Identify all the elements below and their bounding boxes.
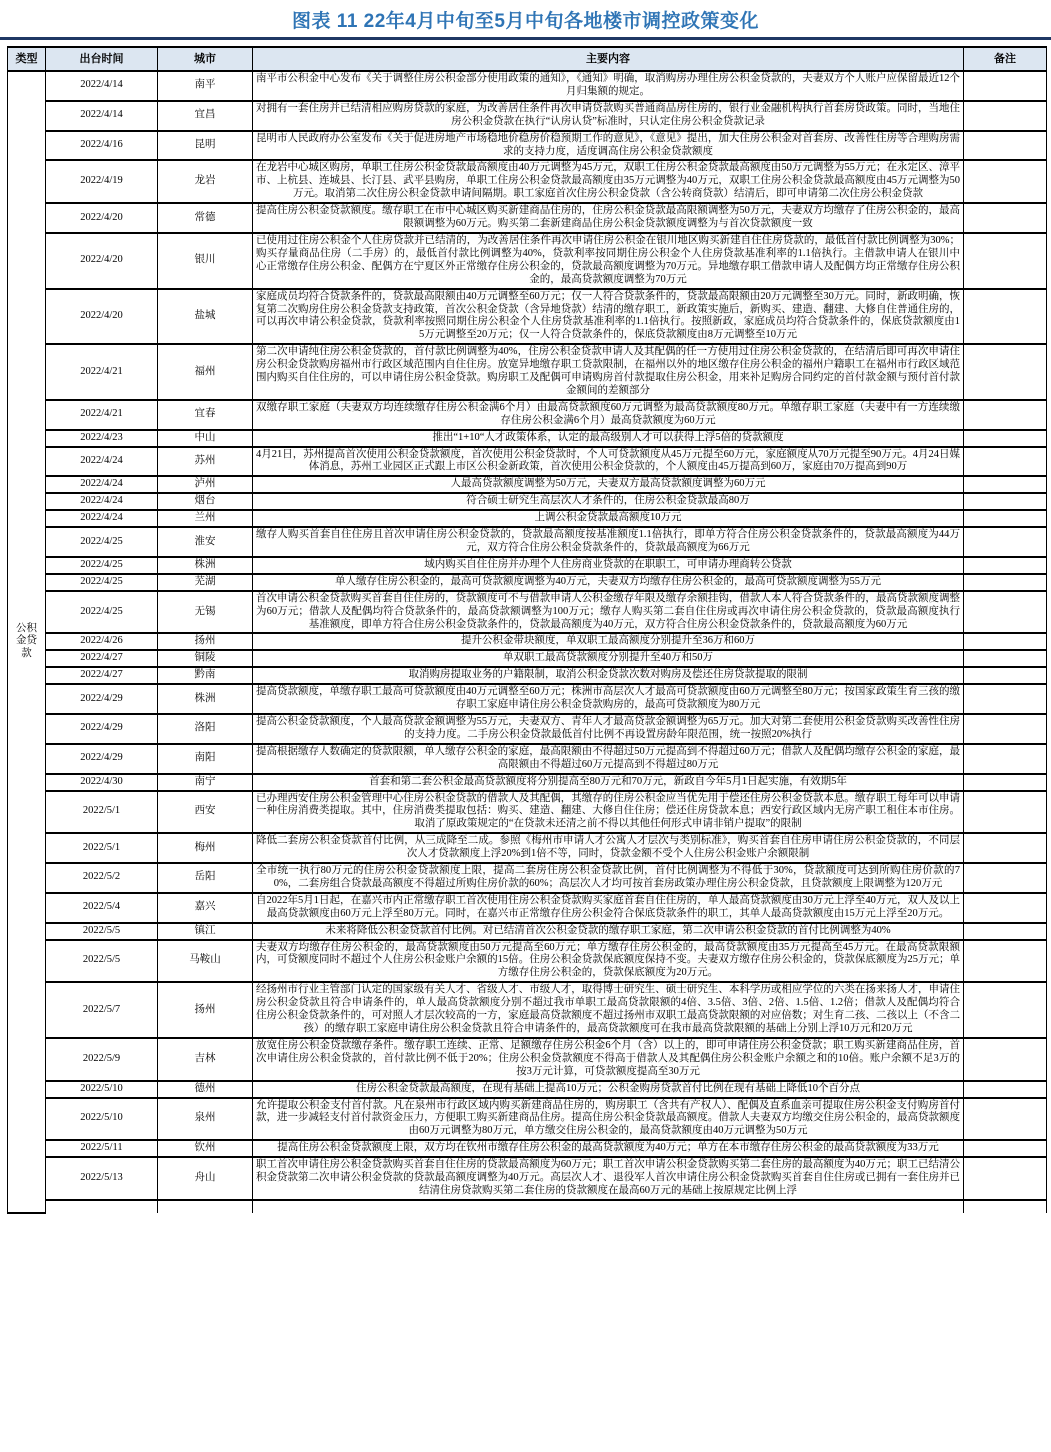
date-cell: 2022/4/27 <box>46 667 158 684</box>
table-row <box>8 344 1047 400</box>
note-cell <box>964 400 1047 430</box>
date-cell: 2022/5/10 <box>46 1098 158 1141</box>
date-cell: 2022/5/5 <box>46 923 158 940</box>
city-cell: 南阳 <box>158 744 253 774</box>
city-cell: 舟山 <box>158 1157 253 1200</box>
header-cell-city: 城市 <box>158 47 253 71</box>
note-cell <box>964 923 1047 940</box>
header-cell-note: 备注 <box>964 47 1047 71</box>
city-cell: 南平 <box>158 71 253 101</box>
note-cell <box>964 893 1047 923</box>
date-cell: 2022/5/11 <box>46 1140 158 1157</box>
date-cell: 2022/4/20 <box>46 233 158 289</box>
table-row <box>8 744 1047 774</box>
date-cell: 2022/4/20 <box>46 203 158 233</box>
city-cell: 无锡 <box>158 591 253 634</box>
content-cell: 双缴存职工家庭（夫妻双方均连续缴存住房公积金满6个月）由最高贷款额度60万元调整为最高贷款额度80万元。单缴存职工家庭（夫妻中有一方连续缴存住房公积金满6个月）最高贷款额度为60万元 <box>253 400 964 430</box>
header-cell-type: 类型 <box>8 47 46 71</box>
date-cell: 2022/4/27 <box>46 650 158 667</box>
note-cell <box>964 557 1047 574</box>
city-cell: 南宁 <box>158 774 253 791</box>
date-cell: 2022/5/10 <box>46 1081 158 1098</box>
table-row <box>8 493 1047 510</box>
content-cell: 首次申请公积金贷款购买首套自住住房的，贷款额度可不与借款申请人公积金缴存年限及缴存余额挂钩，借款人本人符合贷款条件的，最高贷款额度调整为60万元；借款人及配偶均符合贷款条件的，最高贷款额调整为100万元；缴存人购买第二套自住住房或再次申请住房公积金贷款的，贷款最高额度执行基准额度，即单方符合住房公积金贷款条件的，贷款最高额度为40万元，双方符合住房公积金贷款条件的，贷款最高额度为60万元 <box>253 591 964 634</box>
city-cell: 扬州 <box>158 633 253 650</box>
note-cell <box>964 744 1047 774</box>
content-cell: 上调公积金贷款最高额度10万元 <box>253 510 964 527</box>
note-cell <box>964 1157 1047 1200</box>
content-cell: 经扬州市行业主管部门认定的国家级有关人才、省级人才、市级人才，取得博士研究生、硕士研究生、本科学历或相应学位的六类在扬来扬人才，申请住房公积金贷款且符合申请条件的，单人最高贷款额度分别不超过我市单职工最高贷款限额的4倍、3.5倍、3倍、2倍、1.5倍、1.2倍；借款人及配偶均符合住房公积金贷款条件的，可对照人才层次较高的一方，家庭最高贷款额度不超过扬州市双职工最高贷款限额的对应倍数；对生育二孩、二孩以上（不含二孩）的缴存职工家庭申请住房公积金贷款且符合申请条件的，最高贷款额度可在我市最高贷款限额的基础上分别上浮10万元和20万元 <box>253 982 964 1038</box>
date-cell: 2022/4/24 <box>46 476 158 493</box>
date-cell: 2022/4/25 <box>46 527 158 557</box>
table-row <box>8 233 1047 289</box>
note-cell <box>964 430 1047 447</box>
table-row <box>8 1157 1047 1200</box>
table-row <box>8 160 1047 203</box>
content-cell: 允许提取公积金支付首付款。凡在泉州市行政区域内购买新建商品住房的，购房职工（含共有产权人）、配偶及直系血亲可提取住房公积金支付购房首付款，进一步减轻支付首付款资金压力，方便职工购买新建商品住房。提高住房公积金贷款最高额度。借款人夫妻双方均缴交住房公积金的，最高贷款额度由60万元调整为80万元，单方缴交住房公积金的，最高贷款额度由40万元调整为50万元 <box>253 1098 964 1141</box>
city-cell: 株洲 <box>158 684 253 714</box>
date-cell: 2022/4/20 <box>46 289 158 345</box>
table-row <box>8 101 1047 131</box>
city-cell: 常德 <box>158 203 253 233</box>
note-cell <box>964 863 1047 893</box>
city-cell: 烟台 <box>158 493 253 510</box>
note-cell <box>964 527 1047 557</box>
date-cell: 2022/4/29 <box>46 684 158 714</box>
table-row-cutoff <box>8 1200 1047 1213</box>
table-row <box>8 476 1047 493</box>
table-row <box>8 774 1047 791</box>
date-cell: 2022/5/4 <box>46 893 158 923</box>
note-cell <box>964 131 1047 161</box>
note-cell <box>964 667 1047 684</box>
table-row <box>8 982 1047 1038</box>
note-cell <box>964 71 1047 101</box>
content-cell: 提高住房公积金贷款额度上限，双方均在钦州市缴存住房公积金的最高贷款额度为40万元；单方在本市缴存住房公积金的最高贷款额度为33万元 <box>253 1140 964 1157</box>
header-cell-date: 出台时间 <box>46 47 158 71</box>
note-cell <box>964 476 1047 493</box>
table-row <box>8 1098 1047 1141</box>
content-cell: 第二次申请纯住房公积金贷款的，首付款比例调整为40%，住房公积金贷款申请人及其配偶的任一方使用过住房公积金贷款的，在结清后即可再次申请住房公积金贷款购房福州市行政区域范围内自住住房。放宽异地缴存职工贷款限制，在福州以外的地区缴存住房公积金的福州户籍职工在福州市行政区域范围内购买自住住房的，可以申请住房公积金贷款。购房职工及配偶可申请购房首付款提取住房公积金，用来补足购房合同约定的首付款金额与预付首付款金额间的差额部分 <box>253 344 964 400</box>
content-cell: 提升公积金带块额度，单双职工最高额度分别提升至36万和60万 <box>253 633 964 650</box>
content-cell: 未来将降低公积金贷款首付比例。对已结清首次公积金贷款的缴存职工家庭，第二次申请公积金贷款的首付比例调整为40% <box>253 923 964 940</box>
table-row <box>8 863 1047 893</box>
date-cell: 2022/5/1 <box>46 791 158 834</box>
table-row <box>8 940 1047 983</box>
content-cell: 提高根据缴存人数确定的贷款限额，单人缴存公积金的家庭，最高限额由不得超过50万元提高到不得超过60万元；借款人及配偶均缴存公积金的家庭，最高限额由不得超过60万元提高到不得超过80万元 <box>253 744 964 774</box>
content-cell: 降低二套房公积金贷款首付比例，从三成降至二成。参照《梅州市申请人才公寓人才层次与类别标准》，购买首套自住房申请住房公积金贷款的，不同层次人才贷款额度上浮20%到1倍不等，同时，贷款金额不受个人住房公积金账户余额限制 <box>253 833 964 863</box>
table-row <box>8 510 1047 527</box>
content-cell: 取消购房提取业务的户籍限制，取消公积金贷款次数对购房及偿还住房贷款提取的限制 <box>253 667 964 684</box>
note-cell <box>964 791 1047 834</box>
note-cell <box>964 510 1047 527</box>
content-cell: 昆明市人民政府办公室发布《关于促进房地产市场稳地价稳房价稳预期工作的意见》，《意见》提出，加大住房公积金对首套房、改善性住房等合理购房需求的支持力度，适度调高住房公积金贷款额度 <box>253 131 964 161</box>
content-cell: 已办理西安住房公积金管理中心住房公积金贷款的借款人及其配偶，其缴存的住房公积金应当优先用于偿还住房公积金贷款本息。缴存职工每年可以申请一种住房消费类提取。其中，住房消费类提取包括：购买、建造、翻建、大修自住住房；偿还住房贷款本息；西安行政区域内无房产职工租住本市住房。取消了原政策规定的“在贷款未还清之前不得以其他任何形式申请非销户提取”的限制 <box>253 791 964 834</box>
note-cell <box>964 714 1047 744</box>
note-cell <box>964 1140 1047 1157</box>
note-cell <box>964 1200 1047 1213</box>
city-cell: 盐城 <box>158 289 253 345</box>
date-cell: 2022/4/19 <box>46 160 158 203</box>
header-row <box>8 47 1047 71</box>
title-divider <box>0 37 1051 40</box>
table-row <box>8 791 1047 834</box>
header-cell-content: 主要内容 <box>253 47 964 71</box>
table-row <box>8 289 1047 345</box>
table-row <box>8 447 1047 477</box>
city-cell: 苏州 <box>158 447 253 477</box>
content-cell: 南平市公积金中心发布《关于调整住房公积金部分使用政策的通知》，《通知》明确，取消购房办理住房公积金贷款的，夫妻双方个人账户应保留最近12个月归集额的规定。 <box>253 71 964 101</box>
date-cell: 2022/4/21 <box>46 344 158 400</box>
city-cell: 钦州 <box>158 1140 253 1157</box>
content-cell: 全市统一执行80万元的住房公积金贷款额度上限，提高二套房住房公积金贷款比例，首付比例调整为不得低于30%，贷款额度可达到所购住房价款的70%，二套房组合贷款最高额度不得超过所购住房价款的60%；高层次人才均可按首套房政策办理住房公积金贷款，且贷款额度上限调整为120万元 <box>253 863 964 893</box>
table-row <box>8 131 1047 161</box>
note-cell <box>964 160 1047 203</box>
note-cell <box>964 591 1047 634</box>
note-cell <box>964 633 1047 650</box>
city-cell: 嘉兴 <box>158 893 253 923</box>
table-row <box>8 1038 1047 1081</box>
content-cell: 单双职工最高贷款额度分别提升至40万和50万 <box>253 650 964 667</box>
table-row <box>8 430 1047 447</box>
city-cell: 昆明 <box>158 131 253 161</box>
content-cell: 符合硕士研究生高层次人才条件的，住房公积金贷款最高80万 <box>253 493 964 510</box>
city-cell: 泸州 <box>158 476 253 493</box>
city-cell: 银川 <box>158 233 253 289</box>
note-cell <box>964 982 1047 1038</box>
note-cell <box>964 344 1047 400</box>
date-cell: 2022/5/1 <box>46 833 158 863</box>
note-cell <box>964 940 1047 983</box>
table-row <box>8 400 1047 430</box>
city-cell: 兰州 <box>158 510 253 527</box>
content-cell: 提高住房公积金贷款额度。缴存职工在市中心城区购买新建商品住房的，住房公积金贷款最高限额调整为50万元，夫妻双方均缴存了住房公积金的，最高限额调整为60万元。购买第二套新建商品住房公积金贷款额度调整为与首次贷款额度一致 <box>253 203 964 233</box>
table-row <box>8 833 1047 863</box>
city-cell: 扬州 <box>158 982 253 1038</box>
date-cell: 2022/4/25 <box>46 557 158 574</box>
content-cell: 夫妻双方均缴存住房公积金的，最高贷款额度由50万元提高至60万元；单方缴存住房公积金的，最高贷款额度由35万元提高至45万元。在最高贷款限额内，可贷额度同时不超过个人住房公积金账户余额的15倍。住房公积金贷款保底额度保持不变。夫妻双方缴存住房公积金的，贷款保底额度为25万元；单方缴存住房公积金的，贷款保底额度为20万元。 <box>253 940 964 983</box>
date-cell: 2022/5/7 <box>46 982 158 1038</box>
date-cell: 2022/4/29 <box>46 744 158 774</box>
policy-table <box>7 46 1047 1214</box>
content-cell: 自2022年5月1日起，在嘉兴市内正常缴存职工首次使用住房公积金贷款购买家庭首套自住住房的，单人最高贷款额度由30万元上浮至40万元，双人及以上最高贷款额度由60万元上浮至80万元。同时，在嘉兴市正常缴存住房公积金符合保底贷款条件的职工，其单人最高贷款额度由15万元上浮至20万元。 <box>253 893 964 923</box>
table-row <box>8 591 1047 634</box>
city-cell: 福州 <box>158 344 253 400</box>
note-cell <box>964 1038 1047 1081</box>
table-row <box>8 667 1047 684</box>
content-cell: 提高公积金贷款额度，个人最高贷款金额调整为55万元，夫妻双方、青年人才最高贷款金额调整为65万元。加大对第二套使用公积金贷款购买改善性住房的支持力度。二手房公积金贷款最低首付比例不再设置房龄年限范围，统一按照20%执行 <box>253 714 964 744</box>
note-cell <box>964 289 1047 345</box>
table-row <box>8 574 1047 591</box>
city-cell: 泉州 <box>158 1098 253 1141</box>
city-cell <box>158 1200 253 1213</box>
date-cell: 2022/4/24 <box>46 510 158 527</box>
date-cell: 2022/4/25 <box>46 574 158 591</box>
table-row <box>8 557 1047 574</box>
city-cell: 岳阳 <box>158 863 253 893</box>
date-cell: 2022/4/25 <box>46 591 158 634</box>
content-cell <box>253 1200 964 1213</box>
table-row <box>8 923 1047 940</box>
table-body <box>8 71 1047 1213</box>
table-row <box>8 71 1047 101</box>
table-row <box>8 1140 1047 1157</box>
content-cell: 4月21日，苏州提高首次使用公积金贷款额度，首次使用公积金贷款时，个人可贷款额度从45万元提至60万元，家庭额度从70万元提至90万元。4月24日媒体消息，苏州工业园区正式跟上市区公积金新政策，首次使用公积金贷款的，个人额度由45万提高到60万，家庭由70万提高到90万 <box>253 447 964 477</box>
table-row <box>8 714 1047 744</box>
table-row <box>8 684 1047 714</box>
note-cell <box>964 1098 1047 1141</box>
city-cell: 铜陵 <box>158 650 253 667</box>
note-cell <box>964 774 1047 791</box>
city-cell: 吉林 <box>158 1038 253 1081</box>
content-cell: 在龙岩中心城区购房，单职工住房公积金贷款最高额度由40万元调整为45万元，双职工住房公积金贷款最高额度由50万元调整为55万元；在永定区、漳平市、上杭县、连城县、长汀县、武平县购房，单职工住房公积金贷款最高额度由35万元调整为40万元，双职工住房公积金贷款最高额度由45万元调整为50万元。取消第二次住房公积金贷款申请间隔期。职工家庭首次住房公积金贷款（含公转商贷款）结清后，即可申请第二次住房公积金贷款 <box>253 160 964 203</box>
note-cell <box>964 650 1047 667</box>
city-cell: 黔南 <box>158 667 253 684</box>
date-cell: 2022/4/26 <box>46 633 158 650</box>
date-cell: 2022/5/2 <box>46 863 158 893</box>
date-cell: 2022/5/5 <box>46 940 158 983</box>
content-cell: 域内购买自住住房并办理个人住房商业贷款的在职职工，可申请办理商转公贷款 <box>253 557 964 574</box>
content-cell: 已使用过住房公积金个人住房贷款并已结清的，为改善居住条件再次申请住房公积金在银川地区购买新建自住住房贷款的，最低首付款比例调整为30%；购买存量商品住房（二手房）的，最低首付款比例调整为40%，贷款利率按同期住房公积金个人住房贷款基准利率的1.1倍执行。主借款申请人在银川中心正常缴存住房公积金、配偶方在宁夏区外正常缴存住房公积金的，贷款最高额度调整为70万元。异地缴存职工借款申请人及配偶方均正常缴存住房公积金的，最高贷款额度调整为70万元 <box>253 233 964 289</box>
content-cell: 首套和第二套公积金最高贷款额度将分别提高至80万元和70万元，新政自今年5月1日起实施，有效期5年 <box>253 774 964 791</box>
city-cell: 株洲 <box>158 557 253 574</box>
content-cell: 家庭成员均符合贷款条件的，贷款最高限额由40万元调整至60万元；仅一人符合贷款条件的，贷款最高限额由20万元调整至30万元。同时，新政明确，恢复第二次购房住房公积金贷款支持政策，首次公积金贷款（含异地贷款）结清的缴存职工，新政策实施后，新购买、建造、翻建、大修自住普通住房的，可以再次申请公积金贷款，贷款利率按照同期住房公积金个人住房贷款基准利率的1.1倍执行。按照新政，家庭成员均符合贷款条件的，保底贷款额度由15万元调整至20万元；仅一人符合贷款条件的，保底贷款额度由8万元调整至10万元 <box>253 289 964 345</box>
content-cell: 缴存人购买首套自住住房且首次申请住房公积金贷款的，贷款最高额度按基准额度1.1倍执行，即单方符合住房公积金贷款条件的，贷款最高额度为44万元，双方符合住房公积金贷款条件的，贷款最高额度为66万元 <box>253 527 964 557</box>
note-cell <box>964 574 1047 591</box>
date-cell: 2022/5/9 <box>46 1038 158 1081</box>
table-row <box>8 527 1047 557</box>
date-cell: 2022/4/29 <box>46 714 158 744</box>
table-row <box>8 893 1047 923</box>
city-cell: 淮安 <box>158 527 253 557</box>
date-cell <box>46 1200 158 1213</box>
city-cell: 宜春 <box>158 400 253 430</box>
content-cell: 住房公积金贷款最高额度，在现有基础上提高10万元；公积金购房贷款首付比例在现有基础上降低10个百分点 <box>253 1081 964 1098</box>
date-cell: 2022/4/24 <box>46 493 158 510</box>
note-cell <box>964 447 1047 477</box>
table-row <box>8 203 1047 233</box>
city-cell: 洛阳 <box>158 714 253 744</box>
content-cell: 单人缴存住房公积金的，最高可贷款额度调整为40万元，夫妻双方均缴存住房公积金的，最高可贷款额度调整为55万元 <box>253 574 964 591</box>
date-cell: 2022/4/21 <box>46 400 158 430</box>
city-cell: 宜昌 <box>158 101 253 131</box>
note-cell <box>964 833 1047 863</box>
note-cell <box>964 1081 1047 1098</box>
category-cell: 公积金贷款 <box>8 71 46 1213</box>
city-cell: 中山 <box>158 430 253 447</box>
date-cell: 2022/4/16 <box>46 131 158 161</box>
date-cell: 2022/4/14 <box>46 101 158 131</box>
date-cell: 2022/4/24 <box>46 447 158 477</box>
content-cell: 对拥有一套住房并已结清相应购房贷款的家庭，为改善居住条件再次申请贷款购买普通商品房住房的，银行业金融机构执行首套房贷政策。同时，当地住房公积金贷款在执行“认房认贷”标准时，只认定住房公积金贷款记录 <box>253 101 964 131</box>
city-cell: 马鞍山 <box>158 940 253 983</box>
city-cell: 龙岩 <box>158 160 253 203</box>
note-cell <box>964 684 1047 714</box>
table-row <box>8 633 1047 650</box>
note-cell <box>964 233 1047 289</box>
city-cell: 西安 <box>158 791 253 834</box>
city-cell: 芜湖 <box>158 574 253 591</box>
table-row <box>8 1081 1047 1098</box>
city-cell: 梅州 <box>158 833 253 863</box>
date-cell: 2022/4/23 <box>46 430 158 447</box>
content-cell: 放宽住房公积金贷款缴存条件。缴存职工连续、正常、足额缴存住房公积金6个月（含）以上的，即可申请住房公积金贷款；职工购买新建商品住房，首次申请住房公积金贷款的，首付款比例不低于20%；住房公积金贷款额度不得高于借款人及其配偶住房公积金账户余额之和的10倍。账户余额不足3万的按3万元计算，可贷款额度提高至30万元 <box>253 1038 964 1081</box>
table-row <box>8 650 1047 667</box>
content-cell: 推出“1+10“人才政策体系，认定的最高级别人才可以获得上浮5倍的贷款额度 <box>253 430 964 447</box>
city-cell: 镇江 <box>158 923 253 940</box>
date-cell: 2022/4/30 <box>46 774 158 791</box>
page-title: 图表 11 22年4月中旬至5月中旬各地楼市调控政策变化 <box>292 11 759 32</box>
date-cell: 2022/4/14 <box>46 71 158 101</box>
note-cell <box>964 493 1047 510</box>
content-cell: 职工首次申请住房公积金贷款购买首套自住住房的贷款最高额度为60万元；职工首次申请公积金贷款购买第二套住房的最高额度为40万元；职工已结清公积金贷款第二次申请公积金贷款的贷款最高额度调整为40万元。高层次人才、退役军人首次申请住房公积金贷款购买首套自住住房或已拥有一套住房并已结清住房贷款购买第二套住房的贷款额度在最高60万元的基础上按原规定比例上浮 <box>253 1157 964 1200</box>
content-cell: 人最高贷款额度调整为50万元，夫妻双方最高贷款额度调整为60万元 <box>253 476 964 493</box>
content-cell: 提高贷款额度，单缴存职工最高可贷款额度由40万元调整至60万元；株洲市高层次人才最高可贷款额度由60万元调整至80万元；按国家政策生育三孩的缴存职工家庭申请住房公积金贷款购房的，最高可贷款额度为80万元 <box>253 684 964 714</box>
note-cell <box>964 101 1047 131</box>
date-cell: 2022/5/13 <box>46 1157 158 1200</box>
note-cell <box>964 203 1047 233</box>
city-cell: 德州 <box>158 1081 253 1098</box>
